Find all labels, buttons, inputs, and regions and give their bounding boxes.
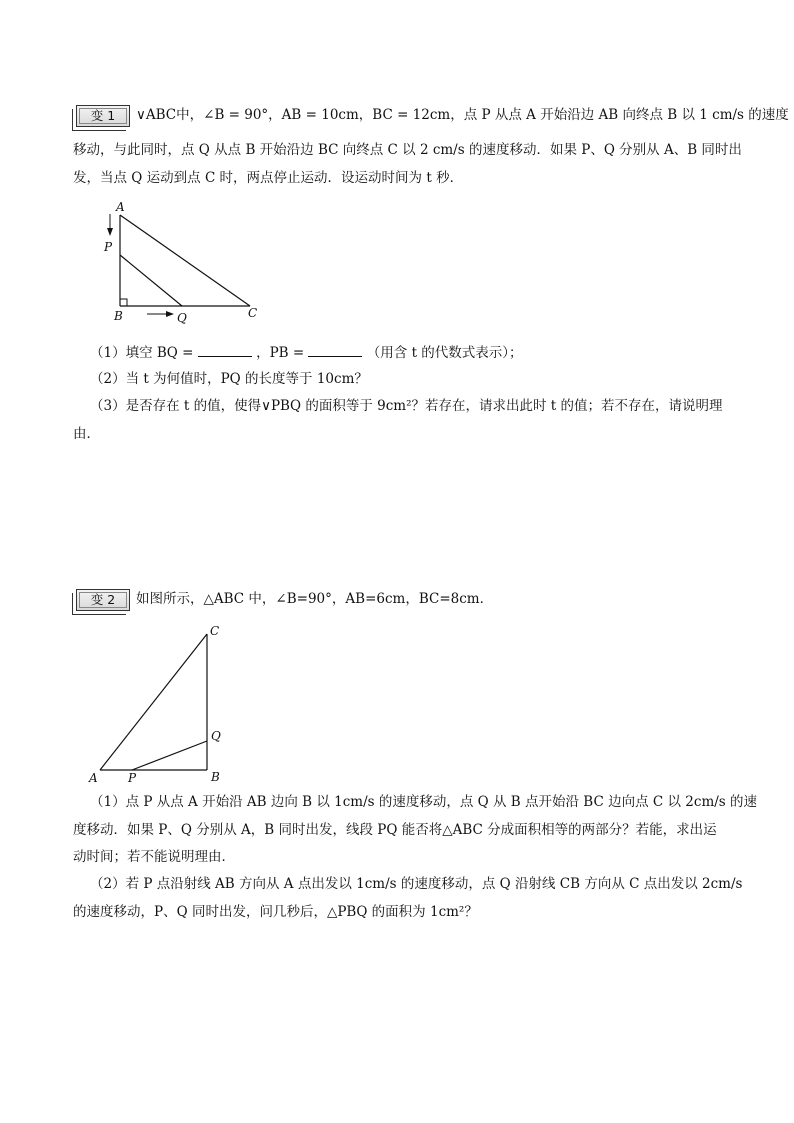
- problem2-q1-line2: 度移动．如果 P、Q 分别从 A，B 同时出发，线段 PQ 能否将△ABC 分成面积相等的两部分？若能，求出运: [73, 822, 717, 838]
- problem1-q1-mid: ，PB =: [256, 345, 305, 361]
- problem2-tag: [76, 589, 130, 611]
- fig1-label-b: B: [114, 309, 123, 323]
- fig2-label-q: Q: [211, 729, 221, 743]
- problem2-q2-line2: 的速度移动，P、Q 同时出发，问几秒后，△PBQ 的面积为 1cm²？: [73, 904, 478, 920]
- problem1-line2: 移动，与此同时，点 Q 从点 B 开始沿边 BC 向终点 C 以 2 cm/s 的速度移动．如果 P、Q 分别从 A、B 同时出: [73, 142, 742, 158]
- fig2-side-ac: [100, 634, 207, 770]
- fig2-label-b: B: [211, 770, 220, 784]
- problem1-tag-label: 变 1: [90, 108, 116, 123]
- problem1-tag: [76, 105, 130, 127]
- problem1-q2: （2）当 t 为何值时，PQ 的长度等于 10cm？: [90, 371, 368, 387]
- fig1-arrow-right-head: [166, 311, 174, 317]
- problem2-q1-line3: 动时间；若不能说明理由．: [73, 849, 235, 865]
- problem1-line1: ∨ABC中，∠B = 90°，AB = 10cm，BC = 12cm，点 P 从点 A 开始沿边 AB 向终点 B 以 1 cm/s 的速度: [136, 107, 789, 123]
- problem1-q3-line2: 由．: [73, 426, 100, 442]
- problem1-q1-prefix: （1）填空 BQ =: [90, 345, 194, 361]
- fig1-right-angle-mark: [120, 299, 127, 306]
- fig1-label-c: C: [248, 306, 258, 320]
- fig2-label-p: P: [128, 771, 137, 785]
- fig1-label-p: P: [104, 240, 113, 254]
- problem1-line3: 发，当点 Q 运动到点 C 时，两点停止运动．设运动时间为 t 秒．: [73, 170, 464, 186]
- fig2-label-a: A: [89, 771, 98, 785]
- fig1-arrow-down-head: [107, 228, 113, 236]
- fig1-segment-pq: [120, 255, 182, 306]
- problem1-q1-suffix: （用含 t 的代数式表示）；: [366, 345, 523, 361]
- fig1-label-a: A: [116, 200, 125, 214]
- problem2-q2-line1: （2）若 P 点沿射线 AB 方向从 A 点出发以 1cm/s 的速度移动，点 Q 沿射线 CB 方向从 C 点出发以 2cm/s: [90, 876, 743, 892]
- problem2-tag-label: 变 2: [90, 592, 116, 607]
- fig1-side-ac: [120, 215, 250, 306]
- fig1-label-q: Q: [177, 311, 187, 325]
- problem2-q1-line1: （1）点 P 从点 A 开始沿 AB 边向 B 以 1cm/s 的速度移动，点 Q 从 B 点开始沿 BC 边向点 C 以 2cm/s 的速: [90, 794, 758, 810]
- fig2-label-c: C: [210, 624, 220, 638]
- problem2-line1: 如图所示，△ABC 中，∠B=90°，AB=6cm，BC=8cm．: [136, 591, 494, 607]
- problem1-q1-blank-pb[interactable]: [308, 342, 362, 357]
- problem1-q1: [90, 342, 740, 363]
- problem1-q1-blank-bq[interactable]: [198, 342, 252, 357]
- fig2-segment-pq: [132, 741, 207, 770]
- problem1-q3-line1: （3）是否存在 t 的值，使得∨PBQ 的面积等于 9cm²？若存在，请求出此时 t 的值；若不存在，请说明理: [90, 398, 723, 414]
